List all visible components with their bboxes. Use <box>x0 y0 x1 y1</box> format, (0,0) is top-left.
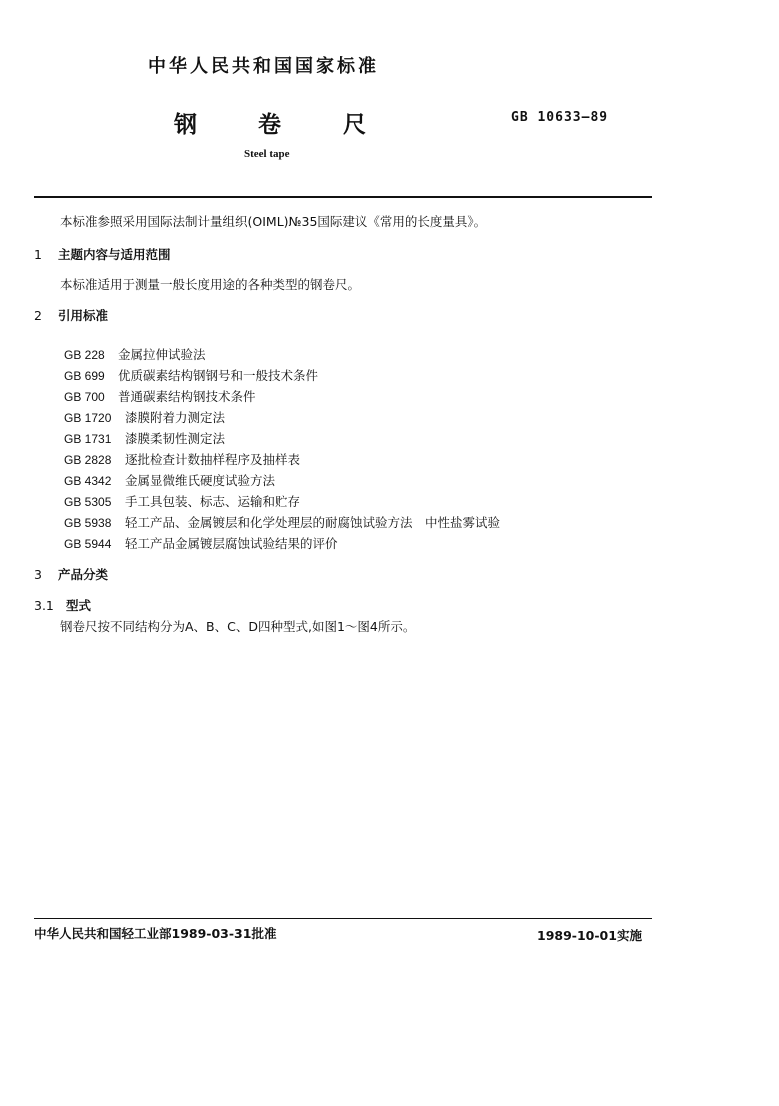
reference-title: 逐批检查计数抽样程序及抽样表 <box>125 452 301 467</box>
reference-code: GB 1720 <box>64 411 112 425</box>
reference-code: GB 4342 <box>64 474 112 488</box>
english-title: Steel tape <box>244 148 290 160</box>
section-3-heading <box>34 565 108 583</box>
reference-row <box>64 534 338 552</box>
reference-code: GB 5938 <box>64 516 112 530</box>
doc-title-char-2: 卷 <box>258 112 281 138</box>
reference-code: GB 699 <box>64 369 105 383</box>
section-3-1-title: 型式 <box>66 598 92 613</box>
section-1-number: 1 <box>34 247 42 262</box>
gb-code: GB 10633—89 <box>511 110 609 125</box>
reference-code: GB 2828 <box>64 453 112 467</box>
reference-row <box>64 408 225 426</box>
reference-code: GB 228 <box>64 348 105 362</box>
reference-row <box>64 513 500 531</box>
reference-code: GB 5944 <box>64 537 112 551</box>
reference-row <box>64 345 206 363</box>
reference-title: 漆膜附着力测定法 <box>125 410 226 425</box>
reference-code: GB 700 <box>64 390 105 404</box>
section-3-number: 3 <box>34 567 42 582</box>
section-3-1-number: 3.1 <box>34 598 54 613</box>
implementation-text: 1989-10-01实施 <box>537 928 642 943</box>
reference-title: 优质碳素结构钢钢号和一般技术条件 <box>118 368 319 383</box>
section-3-title: 产品分类 <box>58 567 109 582</box>
section-2-heading <box>34 306 108 324</box>
section-3-1-text: 钢卷尺按不同结构分为A、B、C、D四种型式,如图1～图4所示。 <box>60 619 416 634</box>
section-2-title: 引用标准 <box>58 308 109 323</box>
reference-title: 金属显微维氏硬度试验方法 <box>125 473 276 488</box>
section-3-1-heading <box>34 596 91 614</box>
reference-row <box>64 492 300 510</box>
reference-row <box>64 387 256 405</box>
reference-title: 普通碳素结构钢技术条件 <box>118 389 256 404</box>
section-1-heading <box>34 245 171 263</box>
standard-title: 中华人民共和国国家标准 <box>148 56 379 77</box>
reference-row <box>64 429 225 447</box>
reference-row <box>64 366 318 384</box>
section-2-number: 2 <box>34 308 42 323</box>
section-1-text: 本标准适用于测量一般长度用途的各种类型的钢卷尺。 <box>60 277 361 292</box>
doc-title-char-3: 尺 <box>343 112 366 138</box>
reference-title: 金属拉伸试验法 <box>118 347 206 362</box>
approval-text: 中华人民共和国轻工业部1989-03-31批准 <box>34 926 277 941</box>
intro-paragraph: 本标准参照采用国际法制计量组织(OIML)№35国际建议《常用的长度量具》。 <box>60 214 487 229</box>
reference-row <box>64 450 300 468</box>
reference-code: GB 5305 <box>64 495 112 509</box>
reference-title: 轻工产品金属镀层腐蚀试验结果的评价 <box>125 536 338 551</box>
section-1-title: 主题内容与适用范围 <box>58 247 171 262</box>
reference-title: 漆膜柔韧性测定法 <box>125 431 226 446</box>
reference-title: 手工具包装、标志、运输和贮存 <box>125 494 301 509</box>
header-rule <box>34 196 652 198</box>
reference-row <box>64 471 275 489</box>
footer-rule <box>34 918 652 919</box>
reference-title: 轻工产品、金属镀层和化学处理层的耐腐蚀试验方法 中性盐雾试验 <box>125 515 501 530</box>
doc-title-char-1: 钢 <box>174 112 197 138</box>
reference-code: GB 1731 <box>64 432 112 446</box>
